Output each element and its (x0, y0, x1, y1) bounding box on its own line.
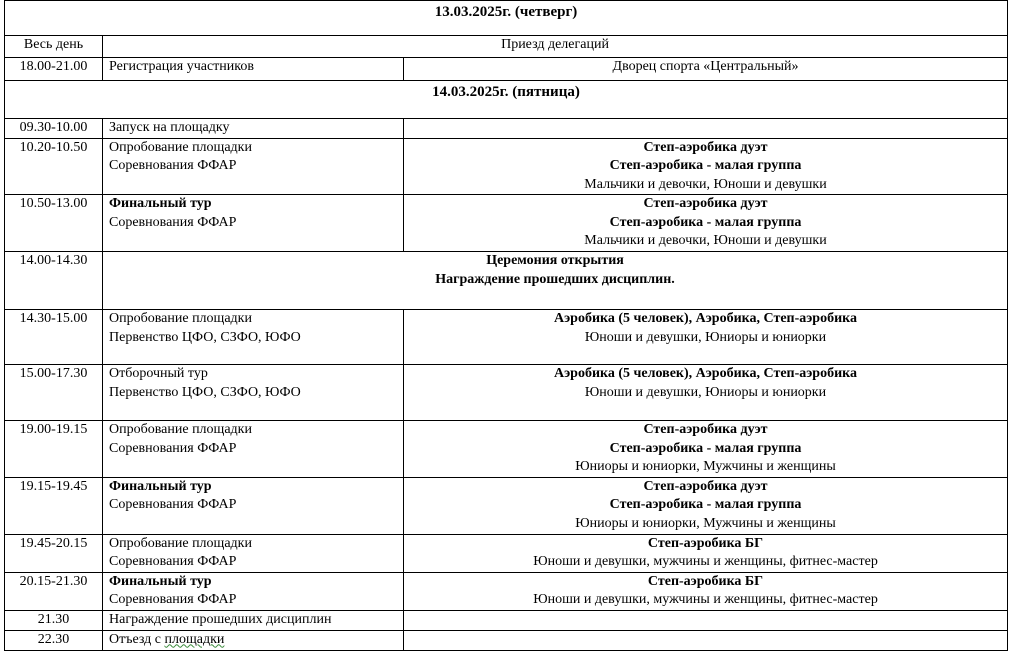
discipline-line: Степ-аэробика - малая группа (609, 497, 802, 512)
venue-cell: Дворец спорта «Центральный» (404, 58, 1008, 81)
activity-cell (103, 477, 404, 534)
activity-line: Запуск на площадку (109, 120, 230, 135)
activity-line: Финальный тур (109, 196, 212, 211)
activity-cell (103, 630, 404, 650)
ceremony-line: Церемония открытия (486, 253, 624, 268)
discipline-cell (404, 534, 1008, 572)
schedule-table (4, 0, 1008, 651)
date-row-day2 (5, 81, 1008, 119)
discipline-cell (404, 610, 1008, 630)
activity-cell: Регистрация участников (103, 58, 404, 81)
discipline-line: Степ-аэробика - малая группа (609, 440, 802, 456)
arrival-cell: Приезд делегаций (103, 36, 1008, 58)
activity-cell (103, 310, 404, 365)
age-group-line: Юноши и девушки, мужчины и женщины, фитнес-мастер (533, 592, 878, 607)
schedule-row (5, 421, 1008, 478)
age-group-line: Мальчики и девочки, Юноши и девушки (584, 233, 827, 248)
schedule-row (5, 252, 1008, 310)
schedule-row (5, 195, 1008, 252)
schedule-row (5, 477, 1008, 534)
ceremony-cell (103, 252, 1008, 310)
discipline-cell (404, 195, 1008, 252)
activity-line: Финальный тур (109, 573, 212, 589)
discipline-line: Степ-аэробика дуэт (643, 139, 768, 155)
ceremony-line: Награждение прошедших дисциплин. (435, 271, 675, 287)
activity-line: Соревнования ФФАР (109, 497, 237, 512)
activity-cell (103, 610, 404, 630)
schedule-row (5, 36, 1008, 58)
activity-line: Отборочный тур (109, 366, 208, 381)
discipline-line: Степ-аэробика - малая группа (609, 214, 802, 230)
discipline-cell (404, 365, 1008, 421)
activity-cell (103, 365, 404, 421)
discipline-line: Степ-аэробика дуэт (643, 196, 768, 211)
activity-cell (103, 421, 404, 478)
activity-line: Соревнования ФФАР (109, 554, 237, 569)
schedule-row (5, 610, 1008, 630)
activity-cell (103, 195, 404, 252)
time-cell: 14.30-15.00 (5, 310, 103, 365)
discipline-cell (404, 630, 1008, 650)
discipline-cell (404, 310, 1008, 365)
discipline-line: Степ-аэробика дуэт (643, 478, 768, 494)
date-row-day1 (5, 1, 1008, 36)
schedule-row (5, 365, 1008, 421)
age-group-line: Юноши и девушки, Юниоры и юниорки (584, 329, 827, 345)
time-cell: 10.50-13.00 (5, 195, 103, 252)
activity-cell (103, 119, 404, 139)
activity-line: Опробование площадки (109, 139, 252, 155)
time-cell: 19.45-20.15 (5, 534, 103, 572)
discipline-cell (404, 477, 1008, 534)
activity-cell (103, 138, 404, 195)
time-cell: 09.30-10.00 (5, 119, 103, 139)
time-cell: 22.30 (5, 630, 103, 650)
activity-line: Опробование площадки (109, 311, 252, 326)
activity-line-departure: Отъезд с площадки (109, 631, 225, 647)
discipline-line: Степ-аэробика - малая группа (609, 158, 802, 173)
activity-line: Первенство ЦФО, СЗФО, ЮФО (109, 329, 301, 345)
time-cell: 14.00-14.30 (5, 252, 103, 310)
activity-line: Финальный тур (109, 478, 212, 494)
age-group-line: Юниоры и юниорки, Мужчины и женщины (575, 515, 836, 531)
age-group-line: Юниоры и юниорки, Мужчины и женщины (575, 459, 836, 474)
schedule-row (5, 630, 1008, 650)
time-cell: 15.00-17.30 (5, 365, 103, 421)
age-group-line: Юноши и девушки, мужчины и женщины, фитнес-мастер (533, 554, 878, 569)
date-heading-day1: 13.03.2025г. (четверг) (5, 1, 1008, 36)
activity-line: Награждение прошедших дисциплин (109, 611, 332, 627)
discipline-line: Степ-аэробика БГ (647, 535, 764, 551)
time-cell: 19.15-19.45 (5, 477, 103, 534)
activity-line: Соревнования ФФАР (109, 214, 237, 230)
schedule-row (5, 310, 1008, 365)
age-group-line: Юноши и девушки, Юниоры и юниорки (584, 384, 827, 400)
activity-line: Опробование площадки (109, 535, 252, 551)
time-cell: 18.00-21.00 (5, 58, 103, 81)
discipline-cell (404, 119, 1008, 139)
discipline-cell (404, 572, 1008, 610)
activity-line: Соревнования ФФАР (109, 158, 237, 173)
schedule-row (5, 138, 1008, 195)
time-cell: 21.30 (5, 610, 103, 630)
schedule-row (5, 572, 1008, 610)
schedule-row (5, 58, 1008, 81)
activity-line: Опробование площадки (109, 422, 252, 437)
discipline-line: Аэробика (5 человек), Аэробика, Степ-аэробика (554, 311, 858, 326)
activity-line: Первенство ЦФО, СЗФО, ЮФО (109, 384, 301, 400)
time-cell: Весь день (5, 36, 103, 58)
discipline-line: Степ-аэробика дуэт (643, 422, 768, 437)
activity-cell (103, 572, 404, 610)
age-group-line: Мальчики и девочки, Юноши и девушки (584, 176, 827, 192)
activity-line: Соревнования ФФАР (109, 592, 237, 607)
day2-schedule-body (5, 119, 1008, 651)
date-heading-day2: 14.03.2025г. (пятница) (5, 81, 1008, 119)
discipline-cell (404, 421, 1008, 478)
schedule-row (5, 119, 1008, 139)
time-cell: 19.00-19.15 (5, 421, 103, 478)
spellcheck-underline: площадки (164, 631, 225, 647)
time-cell: 20.15-21.30 (5, 572, 103, 610)
discipline-line: Аэробика (5 человек), Аэробика, Степ-аэробика (554, 366, 858, 381)
time-cell: 10.20-10.50 (5, 138, 103, 195)
discipline-cell (404, 138, 1008, 195)
schedule-row (5, 534, 1008, 572)
discipline-line: Степ-аэробика БГ (647, 573, 764, 589)
activity-line: Соревнования ФФАР (109, 440, 237, 456)
activity-cell (103, 534, 404, 572)
